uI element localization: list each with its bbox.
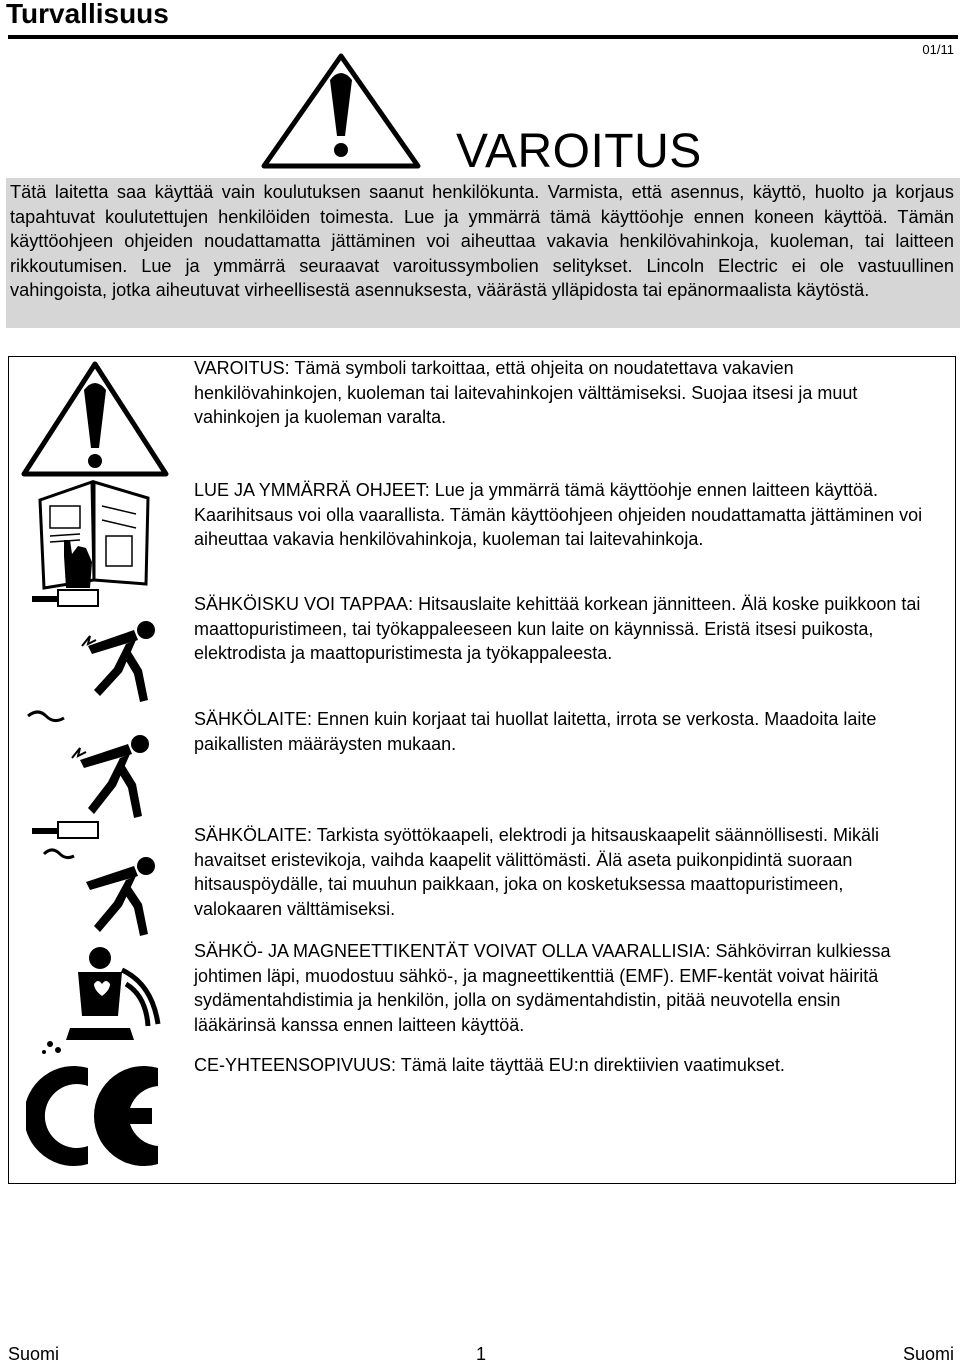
symbol-description: SÄHKÖISKU VOI TAPPAA: Hitsauslaite kehittää korkean jännitteen. Älä koske puikkoon tai maattopuristimeen, tai työkappaleeseen kun laite on käynnissä. Eristä itsesi puikosta, elektrodista ja maattopuristimesta ja työkappaleesta.: [194, 594, 921, 664]
title-rule: [8, 35, 958, 39]
footer-language-left: Suomi: [8, 1344, 60, 1364]
symbol-description: SÄHKÖ- JA MAGNEETTIKENTÄT VOIVAT OLLA VAARALLISIA: Sähkövirran kulkiessa johtimen läpi, muodostuu sähkö-, ja magneettikenttiä (EMF). EMF-kentät voivat häiritä sydämentahdistimia ja henkilön, jolla on sydämentahdistin, pitää neuvotella ensin lääkärinsä kanssa ennen laitteen käyttöä.: [194, 941, 891, 1036]
read-manual-icon: [36, 476, 156, 592]
symbol-description: VAROITUS: Tämä symboli tarkoittaa, että ohjeita on noudatettava vakavien henkilövahinkojen, kuoleman tai laitevahinkojen välttämiseksi. Suojaa itsesi ja muut vahinkojen ja kuoleman varalta.: [194, 358, 858, 428]
warning-triangle-icon: [20, 360, 170, 478]
warning-triangle-icon: [260, 52, 422, 170]
footer-page-number: 1: [476, 1344, 487, 1364]
page-code: 01/11: [922, 42, 954, 57]
emf-icon: [30, 940, 170, 1056]
symbol-description: SÄHKÖLAITE: Ennen kuin korjaat tai huollat laitetta, irrota se verkosta. Maadoita laite paikallisten määräysten mukaan.: [194, 709, 877, 754]
footer-language-right: Suomi: [902, 1344, 954, 1364]
ce-mark-icon: [26, 1058, 166, 1174]
electric-cable-icon: [30, 820, 170, 938]
electric-equipment-icon: [24, 704, 164, 822]
intro-paragraph: Tätä laitetta saa käyttää vain koulutuksen saanut henkilökunta. Varmista, että asennus, käyttö, huolto ja korjaus tapahtuvat koulutettujen henkilöiden toimesta. Lue ja ymmärrä tämä käyttöohje ennen koneen käyttöä. Tämän käyttöohjeen ohjeiden noudattamatta jättäminen voi aiheuttaa vakavia henkilövahinkoja, kuoleman, tai laitteen rikkoutumisen. Lue ja ymmärrä seuraavat varoitussymbolien selitykset. Lincoln Electric ei ole vastuullinen vahingoista, jotka aiheutuvat virheellisestä asennuksesta, väärästä ylläpidosta tai epänormaalista käytöstä.: [10, 182, 954, 301]
electric-shock-icon: [30, 588, 170, 704]
symbol-description: SÄHKÖLAITE: Tarkista syöttökaapeli, elektrodi ja hitsauskaapelit säännöllisesti. Mikäli havaitset eristevikoja, vaihda kaapelit välittömästi. Älä aseta puikonpidintä suoraan hitsauspöydälle, tai muuhun paikkaan, joka on kosketuksessa maattopuristimeen, valokaaren välttämiseksi.: [194, 825, 879, 920]
symbol-description: LUE JA YMMÄRRÄ OHJEET: Lue ja ymmärrä tämä käyttöohje ennen laitteen käyttöä. Kaarihitsaus voi olla vaarallista. Tämän käyttöohjeen ohjeiden noudattamatta jättäminen voi aiheuttaa vakavia henkilövahinkoja, kuoleman tai laitevahinkoja.: [194, 480, 923, 550]
symbol-description: CE-YHTEENSOPIVUUS: Tämä laite täyttää EU:n direktiivien vaatimukset.: [194, 1055, 785, 1075]
warning-heading: VAROITUS: [456, 125, 702, 178]
page-title: Turvallisuus: [6, 0, 169, 29]
